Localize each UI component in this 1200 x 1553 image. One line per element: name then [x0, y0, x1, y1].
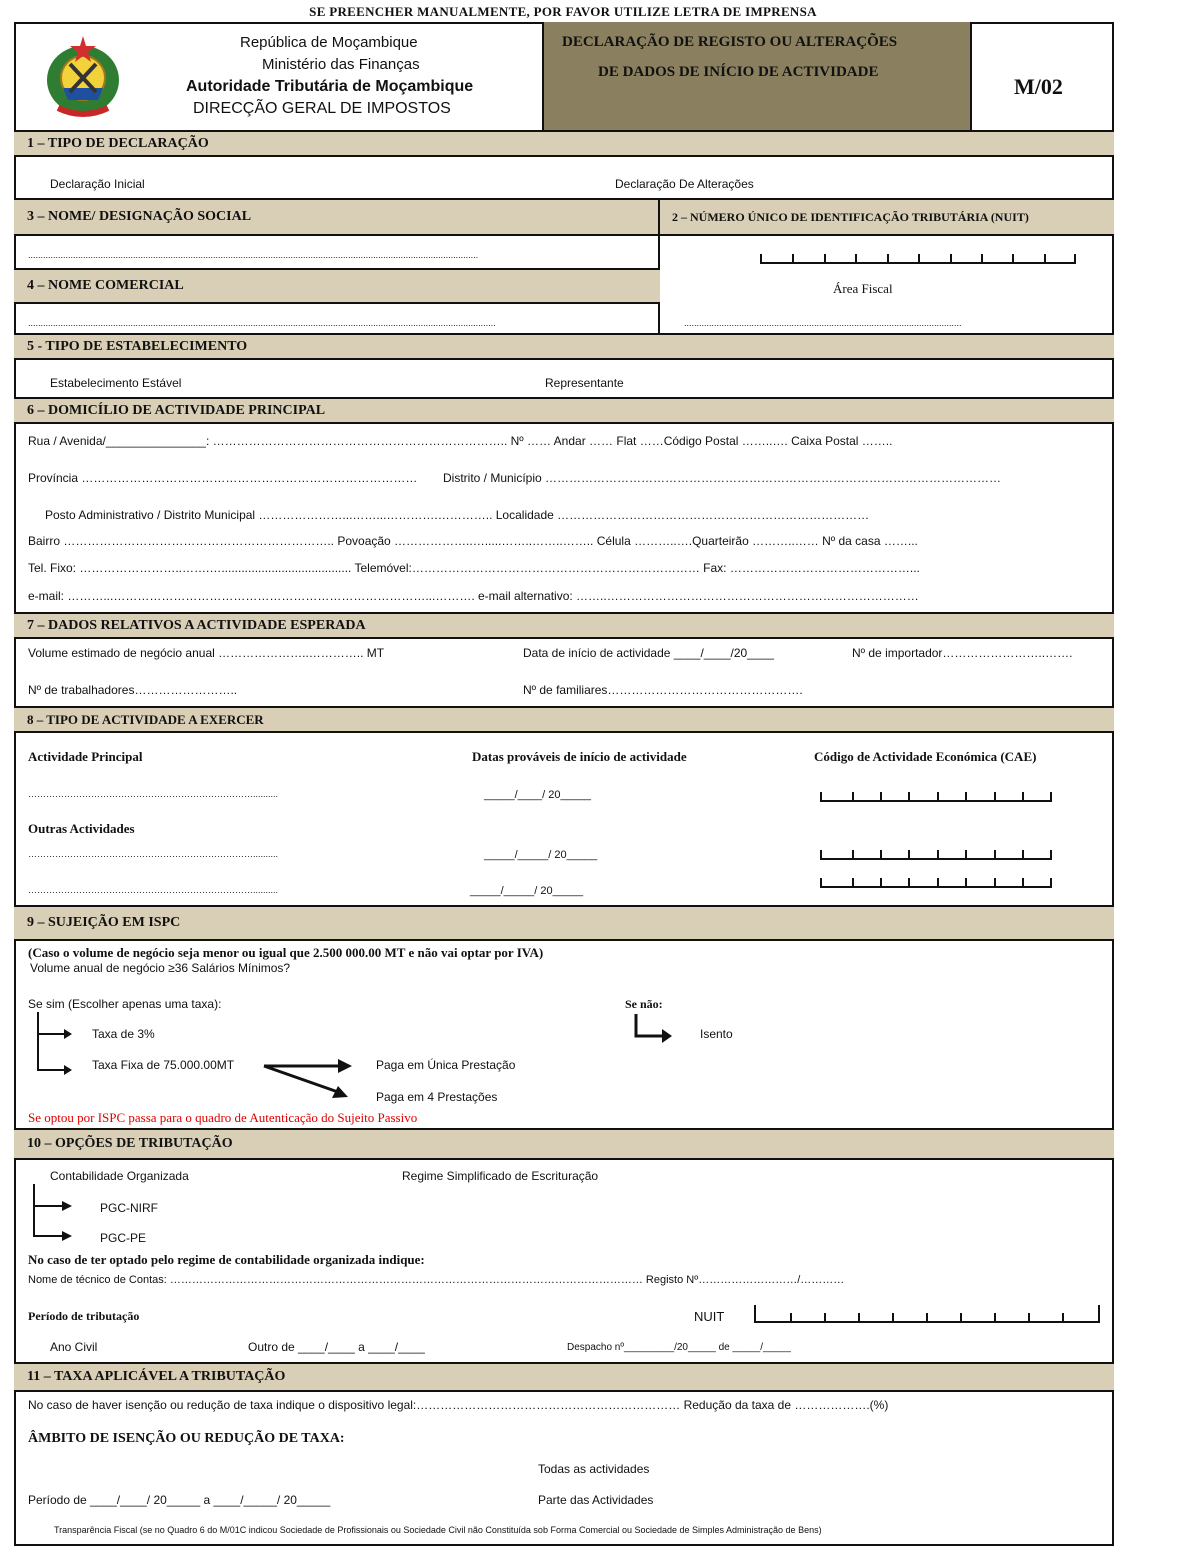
cae-label: Código de Actividade Económica (CAE)	[814, 749, 1037, 764]
periodo-tributacao-label: Período de tributação	[28, 1309, 140, 1323]
provincia-field[interactable]: Província …………………………………………………………………………	[28, 471, 418, 485]
se-nao-label: Se não:	[625, 997, 663, 1011]
section-3-header: 3 – NOME/ DESIGNAÇÃO SOCIAL	[14, 198, 660, 236]
actividade-principal-field[interactable]: …………………………………………………………………..........	[28, 789, 279, 799]
header-ministry: Ministério das Finanças	[262, 56, 420, 73]
datas-provaveis-label: Datas prováveis de início de actividade	[472, 749, 687, 764]
data-inicio-field[interactable]: Data de início de actividade ____/____/20____	[523, 646, 774, 660]
emblem-icon	[38, 30, 128, 120]
periodo-isencao-field[interactable]: Período de ____/____/ 20_____ a ____/_____/ 20_____	[28, 1493, 331, 1507]
form-code: M/02	[1014, 74, 1063, 99]
quatro-prestacoes-option[interactable]: Paga em 4 Prestações	[376, 1090, 498, 1104]
area-fiscal-field[interactable]: ...............................................................................................................	[684, 318, 962, 328]
importador-field[interactable]: Nº de importador……………………..…….	[852, 646, 1073, 660]
actividade-principal-label: Actividade Principal	[28, 749, 143, 764]
outra-actividade-1-field[interactable]: …………………………………………………………………..........	[28, 849, 279, 859]
morada-rua-row[interactable]: Rua / Avenida/_______________: ……………………………………………………………….. Nº …… Andar …… Flat ……Código Postal ……..…. Caixa Postal ……..	[28, 434, 893, 448]
arrow-isento-icon	[630, 1014, 674, 1044]
taxa-fixa-option[interactable]: Taxa Fixa de 75.000.00MT	[92, 1058, 235, 1072]
section-6-header: 6 – DOMICÍLIO DE ACTIVIDADE PRINCIPAL	[14, 397, 1114, 424]
cae-input-2[interactable]	[820, 850, 1052, 860]
volume-negocio-field[interactable]: Volume estimado de negócio anual …………………..………….. MT	[28, 646, 385, 660]
section-10-header: 10 – OPÇÕES DE TRIBUTAÇÃO	[14, 1128, 1114, 1160]
actividade-principal-date[interactable]: _____/____/ 20_____	[484, 789, 592, 801]
outra-actividade-2-field[interactable]: …………………………………………………………………..........	[28, 885, 279, 895]
arrow-pgc-icon	[30, 1184, 76, 1242]
outro-periodo-option[interactable]: Outro de ____/____ a ____/____	[248, 1340, 425, 1354]
section-11-header: 11 – TAXA APLICÁVEL A TRIBUTAÇÃO	[14, 1362, 1114, 1392]
familiares-field[interactable]: Nº de familiares………………………………………….	[523, 683, 803, 697]
nuit-label: NUIT	[694, 1309, 725, 1324]
todas-actividades-option[interactable]: Todas as actividades	[538, 1462, 650, 1476]
declaracao-inicial-option[interactable]: Declaração Inicial	[50, 177, 145, 191]
taxa-3-option[interactable]: Taxa de 3%	[92, 1027, 155, 1041]
section-2-title: 2 – NÚMERO ÚNICO DE IDENTIFICAÇÃO TRIBUTÁRIA (NUIT)	[672, 210, 1029, 224]
nuit-input[interactable]	[760, 254, 1076, 264]
section-1-header: 1 – TIPO DE DECLARAÇÃO	[14, 130, 1114, 157]
ispc-volume-question: Volume anual de negócio ≥36 Salários Mínimos?	[30, 961, 291, 975]
isento-option[interactable]: Isento	[700, 1027, 733, 1041]
representante-option[interactable]: Representante	[545, 376, 624, 390]
bairro-row[interactable]: Bairro ………………………………………………………….. Povoação ………………..….....……..……..…….. Célula ………..….Quarteirão ………..…… Nº da casa ……...	[28, 534, 918, 548]
transparencia-fiscal-option[interactable]: Transparência Fiscal (se no Quadro 6 do M/01C indicou Sociedade de Profissionais ou Sociedade Civil não Constituída sob Forma Comercial ou Sociedade de Simples Administração de Bens)	[54, 1525, 822, 1535]
trabalhadores-field[interactable]: Nº de trabalhadores……………………..	[28, 683, 238, 697]
distrito-field[interactable]: Distrito / Município ……………………………………………………………………………………………………	[443, 471, 1002, 485]
section-4-header: 4 – NOME COMERCIAL	[14, 268, 660, 304]
tecnico-contas-row[interactable]: Nome de técnico de Contas: ………………………………………………………………………………………………………………… Registo Nº………………………/…………	[28, 1274, 845, 1286]
nome-designacao-field[interactable]: ....................................................................................................................................................................................	[28, 250, 479, 260]
section-7-header: 7 – DADOS RELATIVOS A ACTIVIDADE ESPERADA	[14, 612, 1114, 639]
email-row[interactable]: e-mail: ………...……………………………………………………………………...………. e-mail alternativo: ……..……………………………………………………………………	[28, 589, 919, 603]
estabelecimento-estavel-option[interactable]: Estabelecimento Estável	[50, 376, 182, 390]
section-8-header: 8 – TIPO DE ACTIVIDADE A EXERCER	[14, 706, 1114, 733]
outra-actividade-2-date[interactable]: _____/_____/ 20_____	[470, 885, 584, 897]
instruction-note: SE PREENCHER MANUALMENTE, POR FAVOR UTILIZE LETRA DE IMPRENSA	[309, 4, 817, 19]
unica-prestacao-option[interactable]: Paga em Única Prestação	[376, 1058, 516, 1072]
posto-administrativo-row[interactable]: Posto Administrativo / Distrito Municipal …………………...……...………….………….. Localidade ……………………………………………………………………	[45, 508, 870, 522]
header-authority: Autoridade Tributária de Moçambique	[186, 78, 474, 95]
header-title-1: DECLARAÇÃO DE REGISTO OU ALTERAÇÕES	[562, 34, 898, 50]
isencao-dispositivo-row[interactable]: No caso de haver isenção ou redução de taxa indique o dispositivo legal:………………………………………………………… Redução da taxa de ……………….(%)	[28, 1398, 889, 1412]
section-5-header: 5 - TIPO DE ESTABELECIMENTO	[14, 333, 1114, 360]
regime-simplificado-option[interactable]: Regime Simplificado de Escrituração	[402, 1169, 599, 1183]
header-title-2: DE DADOS DE INÍCIO DE ACTIVIDADE	[598, 64, 879, 80]
tecnico-nuit-input[interactable]	[754, 1305, 1100, 1323]
se-sim-label: Se sim (Escolher apenas uma taxa):	[28, 997, 222, 1011]
cae-input-1[interactable]	[820, 792, 1052, 802]
arrow-prestacoes-icon	[262, 1056, 362, 1104]
telefone-row[interactable]: Tel. Fixo: ……………………..…….…....................................... Telemóvel:……………………………………………………………… Fax: ………………………………………...	[28, 561, 920, 575]
parte-actividades-option[interactable]: Parte das Actividades	[538, 1493, 654, 1507]
pgc-pe-option[interactable]: PGC-PE	[100, 1231, 147, 1245]
outra-actividade-1-date[interactable]: _____/_____/ 20_____	[484, 849, 598, 861]
ispc-warning: Se optou por ISPC passa para o quadro de Autenticação do Sujeito Passivo	[28, 1110, 418, 1125]
section-2-header	[658, 198, 1114, 236]
contabilidade-caso-label: No caso de ter optado pelo regime de contabilidade organizada indique:	[28, 1252, 425, 1267]
ano-civil-option[interactable]: Ano Civil	[50, 1340, 98, 1354]
declaracao-alteracoes-option[interactable]: Declaração De Alterações	[615, 177, 754, 191]
section-2-divider	[658, 198, 660, 333]
outras-actividades-label: Outras Actividades	[28, 821, 135, 836]
area-fiscal-label: Área Fiscal	[833, 281, 893, 296]
header-direction: DIRECÇÃO GERAL DE IMPOSTOS	[193, 100, 451, 117]
pgc-nirf-option[interactable]: PGC-NIRF	[100, 1201, 158, 1215]
contabilidade-organizada-option[interactable]: Contabilidade Organizada	[50, 1169, 189, 1183]
ambito-isencao-label: ÂMBITO DE ISENÇÃO OU REDUÇÃO DE TAXA:	[28, 1431, 345, 1446]
arrow-taxa-icon	[34, 1012, 74, 1078]
nome-comercial-field[interactable]: ...........................................................................................................................................................................................	[28, 318, 496, 328]
section-9-header: 9 – SUJEIÇÃO EM ISPC	[14, 905, 1114, 941]
despacho-field[interactable]: Despacho nº_________/20_____ de _____/_____	[567, 1342, 791, 1353]
cae-input-3[interactable]	[820, 878, 1052, 888]
header-republic: República de Moçambique	[240, 34, 418, 51]
ispc-condition: (Caso o volume de negócio seja menor ou igual que 2.500 000.00 MT e não vai optar por IVA)	[28, 945, 544, 960]
